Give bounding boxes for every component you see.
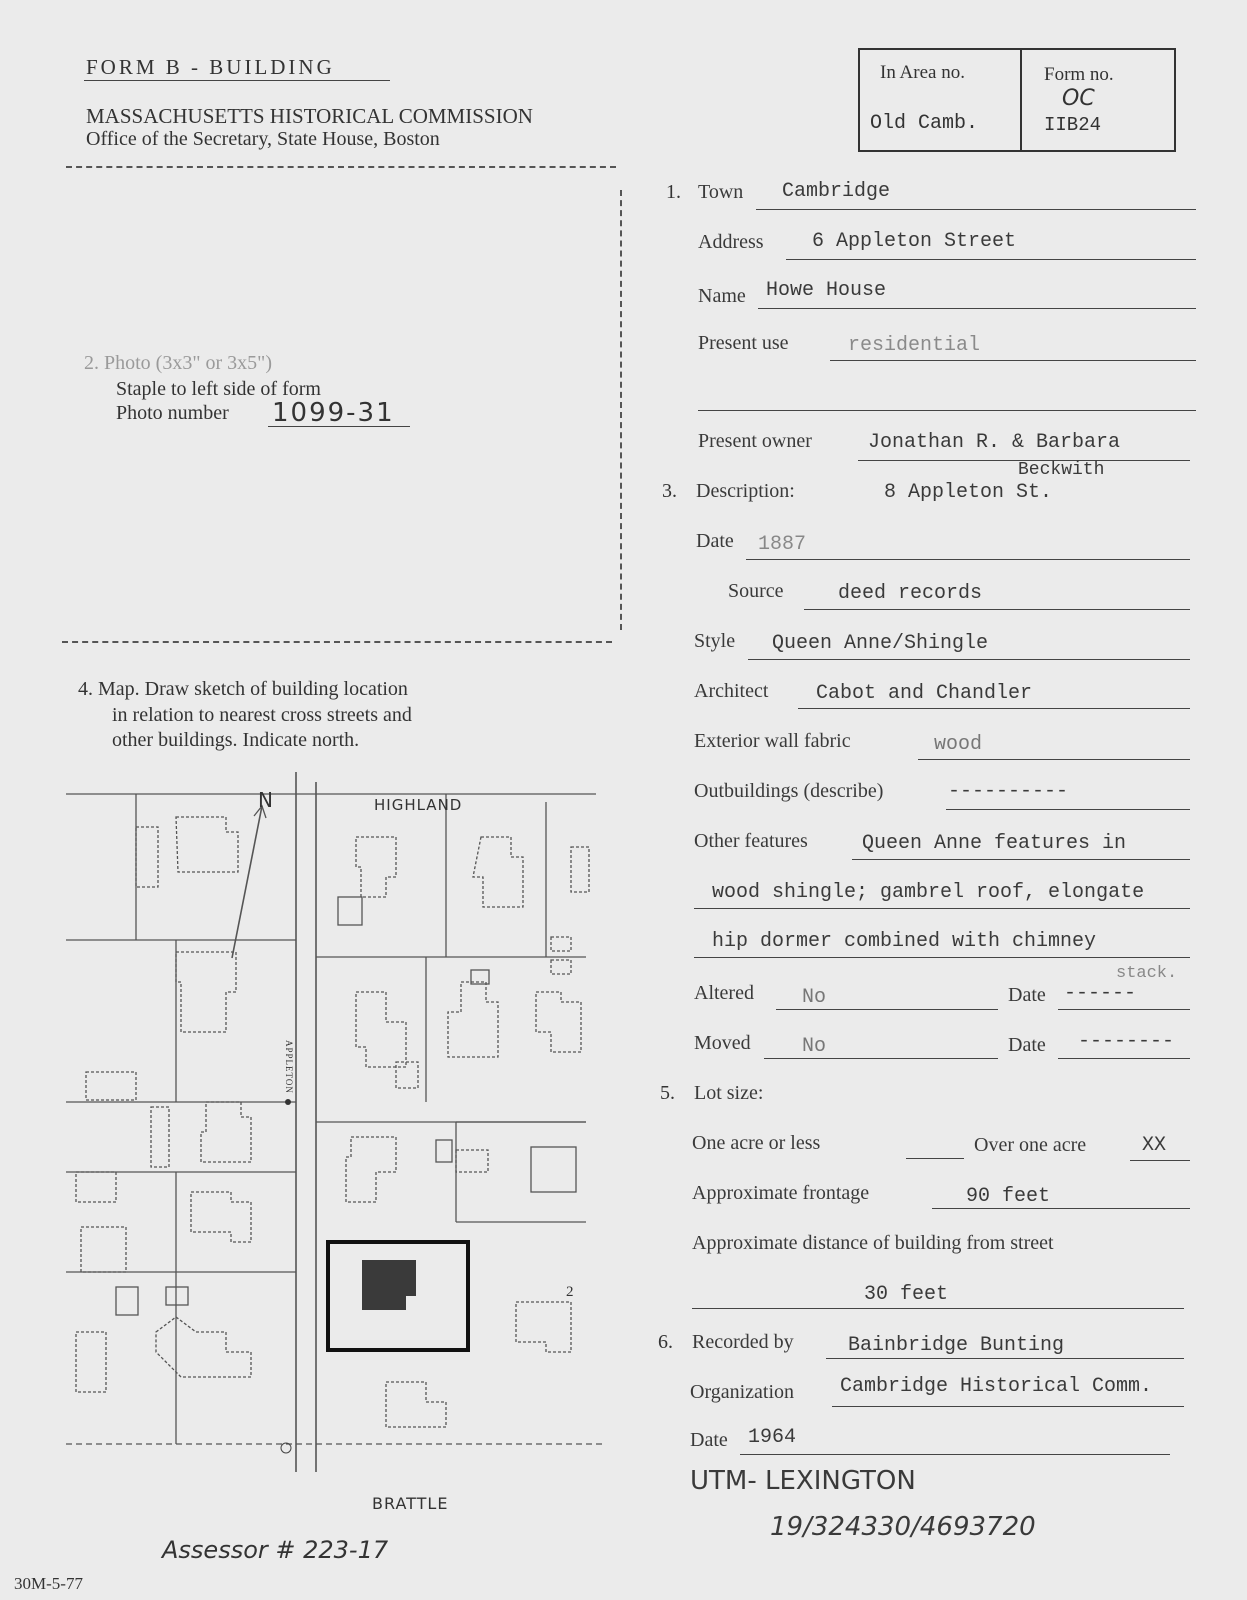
other-features-line-1 [852,859,1190,860]
organization-line [832,1406,1184,1407]
town-value: Cambridge [782,180,891,203]
location-map [66,772,626,1512]
altered-date-line [1058,1009,1190,1010]
name-line [758,308,1196,309]
organization-label: Organization [690,1381,795,1403]
present-use-line [830,360,1196,361]
present-owner-value: Jonathan R. & Barbara [868,431,1121,454]
agency-office: Office of the Secretary, State House, Boston [86,128,440,150]
description-label: Description: [696,480,795,502]
utm-coordinates-line-2: 19/324330/4693720 [770,1512,1036,1542]
form-number-value: IIB24 [1044,114,1102,136]
present-use-line-2 [698,410,1196,411]
altered-line [776,1009,998,1010]
section-5-number: 5. [660,1082,675,1104]
section-3-number: 3. [662,480,677,502]
form-title: FORM B - BUILDING [86,55,335,79]
moved-value: No [802,1035,827,1058]
frontage-value: 90 feet [966,1185,1051,1208]
architect-label: Architect [694,680,769,702]
acre-over-line [1130,1160,1190,1161]
acre-less-line [906,1158,964,1159]
photo-area-right-border [620,190,622,630]
lot-number-label: 2 [566,1284,574,1300]
utm-coordinates-line-1: UTM- LEXINGTON [690,1466,916,1496]
description-value: 8 Appleton St. [884,481,1053,504]
moved-date-line [1058,1058,1190,1059]
frontage-line [932,1208,1190,1209]
distance-line [692,1308,1184,1309]
recorded-by-line [826,1358,1184,1359]
photo-number-label: Photo number [116,402,229,424]
style-value: Queen Anne/Shingle [772,632,989,655]
wall-fabric-line [918,759,1190,760]
style-label: Style [694,630,736,652]
altered-value: No [802,986,827,1009]
street-label-appleton: APPLETON [284,1040,294,1094]
outbuildings-value: ---------- [948,780,1069,803]
architect-value: Cabot and Chandler [816,682,1033,705]
date-label: Date [696,530,734,552]
street-label-brattle: BRATTLE [372,1494,449,1513]
photo-area-bottom-border [62,641,612,643]
area-form-box [858,48,1176,152]
agency-name: MASSACHUSETTS HISTORICAL COMMISSION [86,104,533,128]
address-line [786,259,1196,260]
recorded-by-value: Bainbridge Bunting [848,1334,1065,1357]
town-line [756,209,1196,210]
other-features-line-2 [694,908,1190,909]
name-label: Name [698,285,746,307]
area-value: Old Camb. [870,112,979,135]
distance-value: 30 feet [864,1283,949,1306]
moved-date-value: -------- [1078,1030,1175,1053]
section-1-number: 1. [666,181,681,203]
map-instruction-2: in relation to nearest cross streets and [112,704,412,726]
section-6-number: 6. [658,1331,673,1353]
map-instruction-3: other buildings. Indicate north. [112,729,360,751]
acre-less-label: One acre or less [692,1132,821,1154]
form-number-handwritten: OC [1062,86,1095,111]
other-features-value-4: stack. [1116,964,1178,983]
other-features-value-3: hip dormer combined with chimney [712,930,1097,953]
other-features-value-1: Queen Anne features in [862,832,1127,855]
style-line [748,659,1190,660]
photo-instruction: 2. Photo (3x3" or 3x5") [84,352,272,374]
recorded-date-value: 1964 [748,1426,797,1449]
area-label: In Area no. [880,62,965,83]
town-label: Town [698,181,744,203]
date-line [746,559,1190,560]
form-number-label: Form no. [1044,64,1114,85]
photo-area-top-border [66,166,616,168]
assessor-number: Assessor # 223-17 [162,1536,389,1564]
acre-over-value: XX [1142,1134,1167,1157]
outbuildings-line [946,809,1190,810]
map-instruction-1: 4. Map. Draw sketch of building location [78,678,408,700]
form-title-underline [84,80,390,81]
altered-date-label: Date [1008,984,1046,1006]
present-owner-label: Present owner [698,430,812,452]
recorded-date-label: Date [690,1429,728,1451]
architect-line [798,708,1190,709]
other-features-value-2: wood shingle; gambrel roof, elongate [712,881,1145,904]
source-line [804,609,1190,610]
present-use-value: residential [848,334,981,357]
street-label-highland: HIGHLAND [374,796,463,814]
recorded-by-label: Recorded by [692,1331,794,1353]
other-features-label: Other features [694,830,808,852]
altered-date-value: ------ [1064,982,1137,1005]
present-owner-value-2: Beckwith [1018,460,1105,480]
wall-fabric-label: Exterior wall fabric [694,730,851,752]
north-label: N [258,788,273,812]
moved-line [764,1058,998,1059]
date-value: 1887 [758,533,807,556]
frontage-label: Approximate frontage [692,1182,870,1204]
address-value: 6 Appleton Street [812,230,1017,253]
source-value: deed records [838,582,983,605]
moved-date-label: Date [1008,1034,1046,1056]
recorded-date-line [740,1454,1170,1455]
lot-size-label: Lot size: [694,1082,764,1104]
address-label: Address [698,231,764,253]
altered-label: Altered [694,982,754,1004]
present-use-label: Present use [698,332,789,354]
photo-number-value: 1099-31 [272,398,395,428]
acre-over-label: Over one acre [974,1134,1087,1156]
source-label: Source [728,580,784,602]
moved-label: Moved [694,1032,751,1054]
wall-fabric-value: wood [934,733,983,756]
outbuildings-label: Outbuildings (describe) [694,780,884,802]
other-features-line-3 [694,957,1190,958]
name-value: Howe House [766,279,887,302]
distance-label: Approximate distance of building from street [692,1232,1054,1254]
form-code: 30M-5-77 [14,1574,83,1593]
photo-staple-instruction: Staple to left side of form [116,378,321,400]
organization-value: Cambridge Historical Comm. [840,1375,1153,1398]
photo-number-line [268,426,410,427]
